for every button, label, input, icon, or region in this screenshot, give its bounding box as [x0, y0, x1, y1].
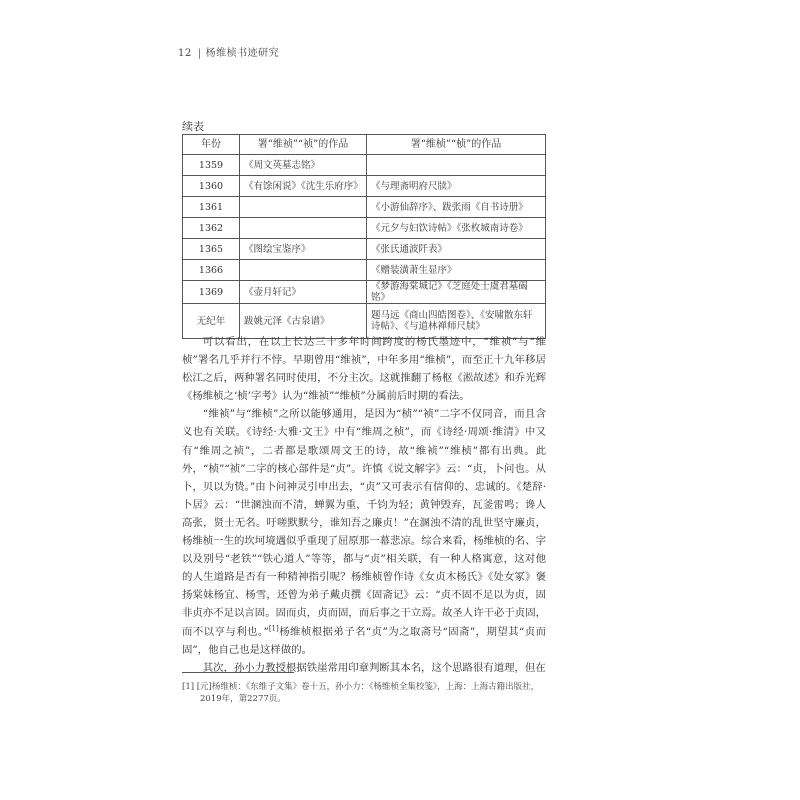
- zhen-tree-works-cell: 《张氏通波阡表》: [367, 239, 546, 260]
- table-continuation-label: 续表: [182, 120, 204, 133]
- table-row: [183, 260, 546, 281]
- zhen-tree-works-cell: 《小游仙辞序》、跋张雨《自书诗册》: [367, 197, 546, 218]
- footnote-divider: [182, 672, 294, 673]
- year-cell: 1359: [183, 155, 240, 176]
- zhen-works-cell: 《图绘宝鉴序》: [240, 239, 367, 260]
- table-row: [183, 281, 546, 304]
- footnote-reference[interactable]: [1]: [268, 624, 279, 633]
- zhen-tree-works-cell: 《赠装潢萧生显序》: [367, 260, 546, 281]
- running-head-separator: |: [197, 48, 202, 59]
- header-zhen-tree-works: 署“维桢”“桢”的作品: [367, 135, 546, 155]
- zhen-tree-works-cell: 《梦游海棠城记》《芝庭处士虞君墓碣铭》: [367, 281, 546, 304]
- zhen-tree-works-cell: 《与理斋明府尺牍》: [367, 176, 546, 197]
- works-table: [182, 134, 546, 339]
- year-cell: 无纪年: [183, 304, 240, 339]
- zhen-tree-works-cell: 题马远《商山四皓图卷》、《安啸散东轩诗帖》、《与道林禅师尺牍》: [367, 304, 546, 339]
- table-row: [183, 197, 546, 218]
- paragraph-main-text: “维祯”与“维桢”之所以能够通用，是因为“桢”“祯”二字不仅同音，而且含义也有关联。《诗经·大雅·文王》中有“维周之桢”，而《诗经·周颂·维清》中又有“维周之祯”，二者都是歌颂周文王的诗，故“维祯”“维桢”都有出典。此外，“桢”“祯”二字的核心部件是“贞”。许慎《说文解字》云：“贞，卜问也。从卜，贝以为贽。”由卜问神灵引申出去，“贞”又可表示有信仰的、忠诚的。《楚辞·卜居》云：“世溷浊而不清，蝉翼为重，千钧为轻；黄钟毁弃，瓦釜雷鸣；谗人高张，贤士无名。吁嗟默默兮，谁知吾之廉贞！”在溷浊不清的乱世坚守廉贞，杨维桢一生的坎坷境遇似乎重现了屈原那一幕悲凉。综合来看，杨维桢的名、字以及别号“老铁”“铁心道人”等等，都与“贞”相关联，有一种人格寓意，这对他的人生道路是否有一种精神指引呢？杨维桢曾作诗《女贞木杨氏》《处女冢》褒扬棠妹杨宜、杨雪，还曾为弟子戴贞撰《固斋记》云：“贞不固不足以为贞，固非贞亦不足以言固。固而贞，贞而固，而后事之干立焉。故圣人许干必于贞固，而不以亨与利也。”: [182, 408, 546, 638]
- year-cell: 1361: [183, 197, 240, 218]
- footnote-line: [1] [元]杨维桢：《东维子文集》卷十五，孙小力：《杨维桢全集校笺》，上海：上海古籍出版社，: [182, 682, 540, 692]
- zhen-tree-works-cell: 《元夕与妇饮诗帖》《张枚城南诗卷》: [367, 218, 546, 239]
- zhen-works-cell: [240, 218, 367, 239]
- body-text: [182, 333, 546, 677]
- year-cell: 1362: [183, 218, 240, 239]
- paragraph: 可以看出，在以上长达三十多年时间跨度的杨氏墨迹中，“维祯”与“维桢”署名几乎并行不悖。早期曾用“维祯”，中年多用“维桢”，而至正十九年移居松江之后，两种署名同时使用，不分主次。这就推翻了杨枢《淞故述》和乔光辉《杨维桢之‘桢’字考》认为“维祯”“维桢”分属前后时期的看法。: [182, 336, 546, 403]
- header-year: 年份: [183, 135, 240, 155]
- table-row: [183, 218, 546, 239]
- zhen-works-cell: [240, 260, 367, 281]
- zhen-works-cell: 跋姚元泽《古泉谱》: [240, 304, 367, 339]
- year-cell: 1360: [183, 176, 240, 197]
- running-head-title: 杨维桢书迹研究: [205, 48, 280, 59]
- header-zhen-works: 署“维祯”“祯”的作品: [240, 135, 367, 155]
- page-number: 12: [178, 48, 192, 59]
- table-header-row: [183, 135, 546, 155]
- zhen-works-cell: 《周文英墓志铭》: [240, 155, 367, 176]
- table-row: [183, 155, 546, 176]
- footnote: [182, 681, 546, 705]
- paragraph: [182, 405, 546, 658]
- paragraph: 其次，孙小力教授根据铁崖常用印章判断其本名，这个思路很有道理，但在: [202, 661, 546, 674]
- zhen-works-cell: [240, 197, 367, 218]
- zhen-works-cell: 《壶月轩记》: [240, 281, 367, 304]
- year-cell: 1369: [183, 281, 240, 304]
- table-row: [183, 176, 546, 197]
- table-row: [183, 239, 546, 260]
- year-cell: 1365: [183, 239, 240, 260]
- zhen-tree-works-cell: [367, 155, 546, 176]
- running-head: [178, 44, 279, 59]
- year-cell: 1366: [183, 260, 240, 281]
- paragraph-tail-text: 杨维桢根据弟子名“贞”为之取斋号“固斋”，期望其“贞而固”，他自己也是这样做的。: [182, 625, 546, 656]
- zhen-works-cell: 《有馀闲说》《沈生乐府序》: [240, 176, 367, 197]
- footnote-line: 2019年，第2277页。: [200, 694, 286, 704]
